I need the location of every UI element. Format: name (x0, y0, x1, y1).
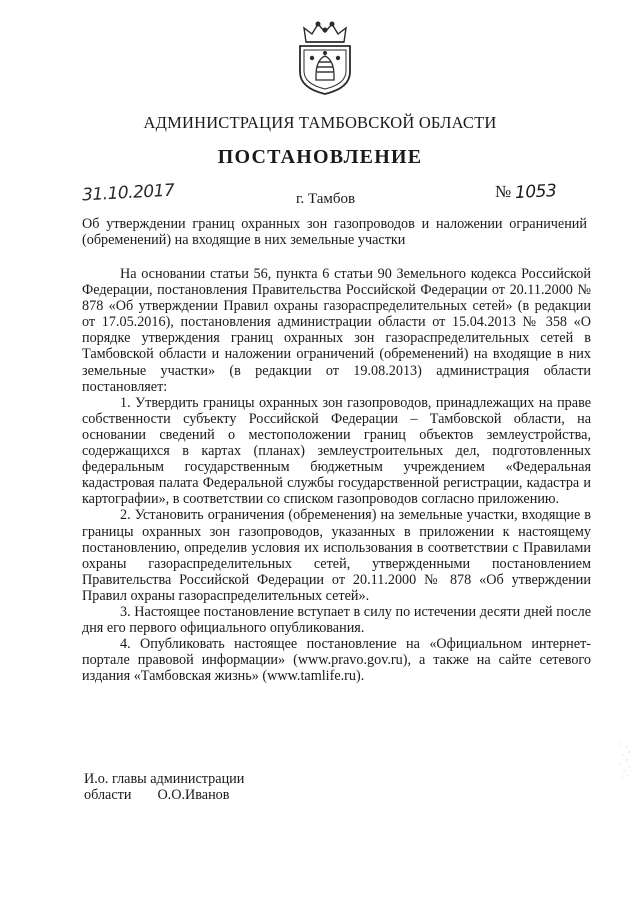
paragraph-preamble: На основании статьи 56, пункта 6 статьи 90 Земельного кодекса Российской Федерации, постановления Правительства Российской Федерации от 20.11.2000 № 878 «Об утверждении Правил охраны газораспределительных сетей» (в редакции от 17.05.2016), постановления администрации области от 15.04.2013 № 358 «О порядке утверждения границ охранных зон газораспределительных сетей в Тамбовской области и наложении ограничений (обременений) на входящие в них земельные участки» (в редакции от 19.08.2013) администрация области постановляет: (82, 266, 591, 395)
number-value: 1053 (514, 180, 558, 204)
document-body (82, 266, 591, 684)
paragraph-item-2: 2. Установить ограничения (обременения) на земельные участки, входящие в границы охранных зон газопроводов, указанных в приложении к настоящему постановлению, определив условия их использования в соответствии с Правилами охраны газораспределительных сетей, утвержденными постановлением Правительства Российской Федерации от 20.11.2000 № 878 «Об утверждении Правил охраны газораспределительных сетей». (82, 507, 591, 604)
document-number (495, 182, 557, 202)
document-city: г. Тамбов (296, 191, 356, 207)
signatory-title-line1: И.о. главы администрации (84, 771, 245, 787)
scan-noise-decoration (618, 740, 632, 780)
paragraph-item-4: 4. Опубликовать настоящее постановление на «Официальном интернет-портале правовой информации» (www.pravo.gov.ru), а также на сайте сетевого издания «Тамбовская жизнь» (www.tamlife.ru). (82, 636, 591, 685)
signature-block (84, 771, 244, 803)
paragraph-item-1: 1. Утвердить границы охранных зон газопроводов, принадлежащих на праве собственности субъекту Российской Федерации – Тамбовской области, на основании сведений о местоположении границ объектов землеустройства, содержащихся в картах (планах) землеустроительных дел, подготовленных федеральным государственным бюджетным учреждением «Федеральная кадастровая палата Федеральной службы государственной регистрации, кадастра и картографии», в соответствии со списком газопроводов согласно приложению. (82, 394, 591, 508)
signatory-title-line2: области (84, 787, 132, 803)
tambov-coat-of-arms-icon (294, 20, 356, 96)
signatory-name: О.О.Иванов (157, 787, 230, 803)
document-subject: Об утверждении границ охранных зон газопроводов и наложении ограничений (обременений) на входящие в них земельные участки (82, 216, 587, 248)
organization-name: АДМИНИСТРАЦИЯ ТАМБОВСКОЙ ОБЛАСТИ (143, 113, 497, 132)
document-type-title: ПОСТАНОВЛЕНИЕ (217, 146, 423, 168)
document-date: 31.10.2017 (81, 180, 175, 206)
number-sign: № (495, 182, 512, 201)
signatory-title-line2-row (84, 787, 244, 803)
paragraph-item-3: 3. Настоящее постановление вступает в силу по истечении десяти дней после дня его первого официального опубликования. (82, 603, 591, 637)
